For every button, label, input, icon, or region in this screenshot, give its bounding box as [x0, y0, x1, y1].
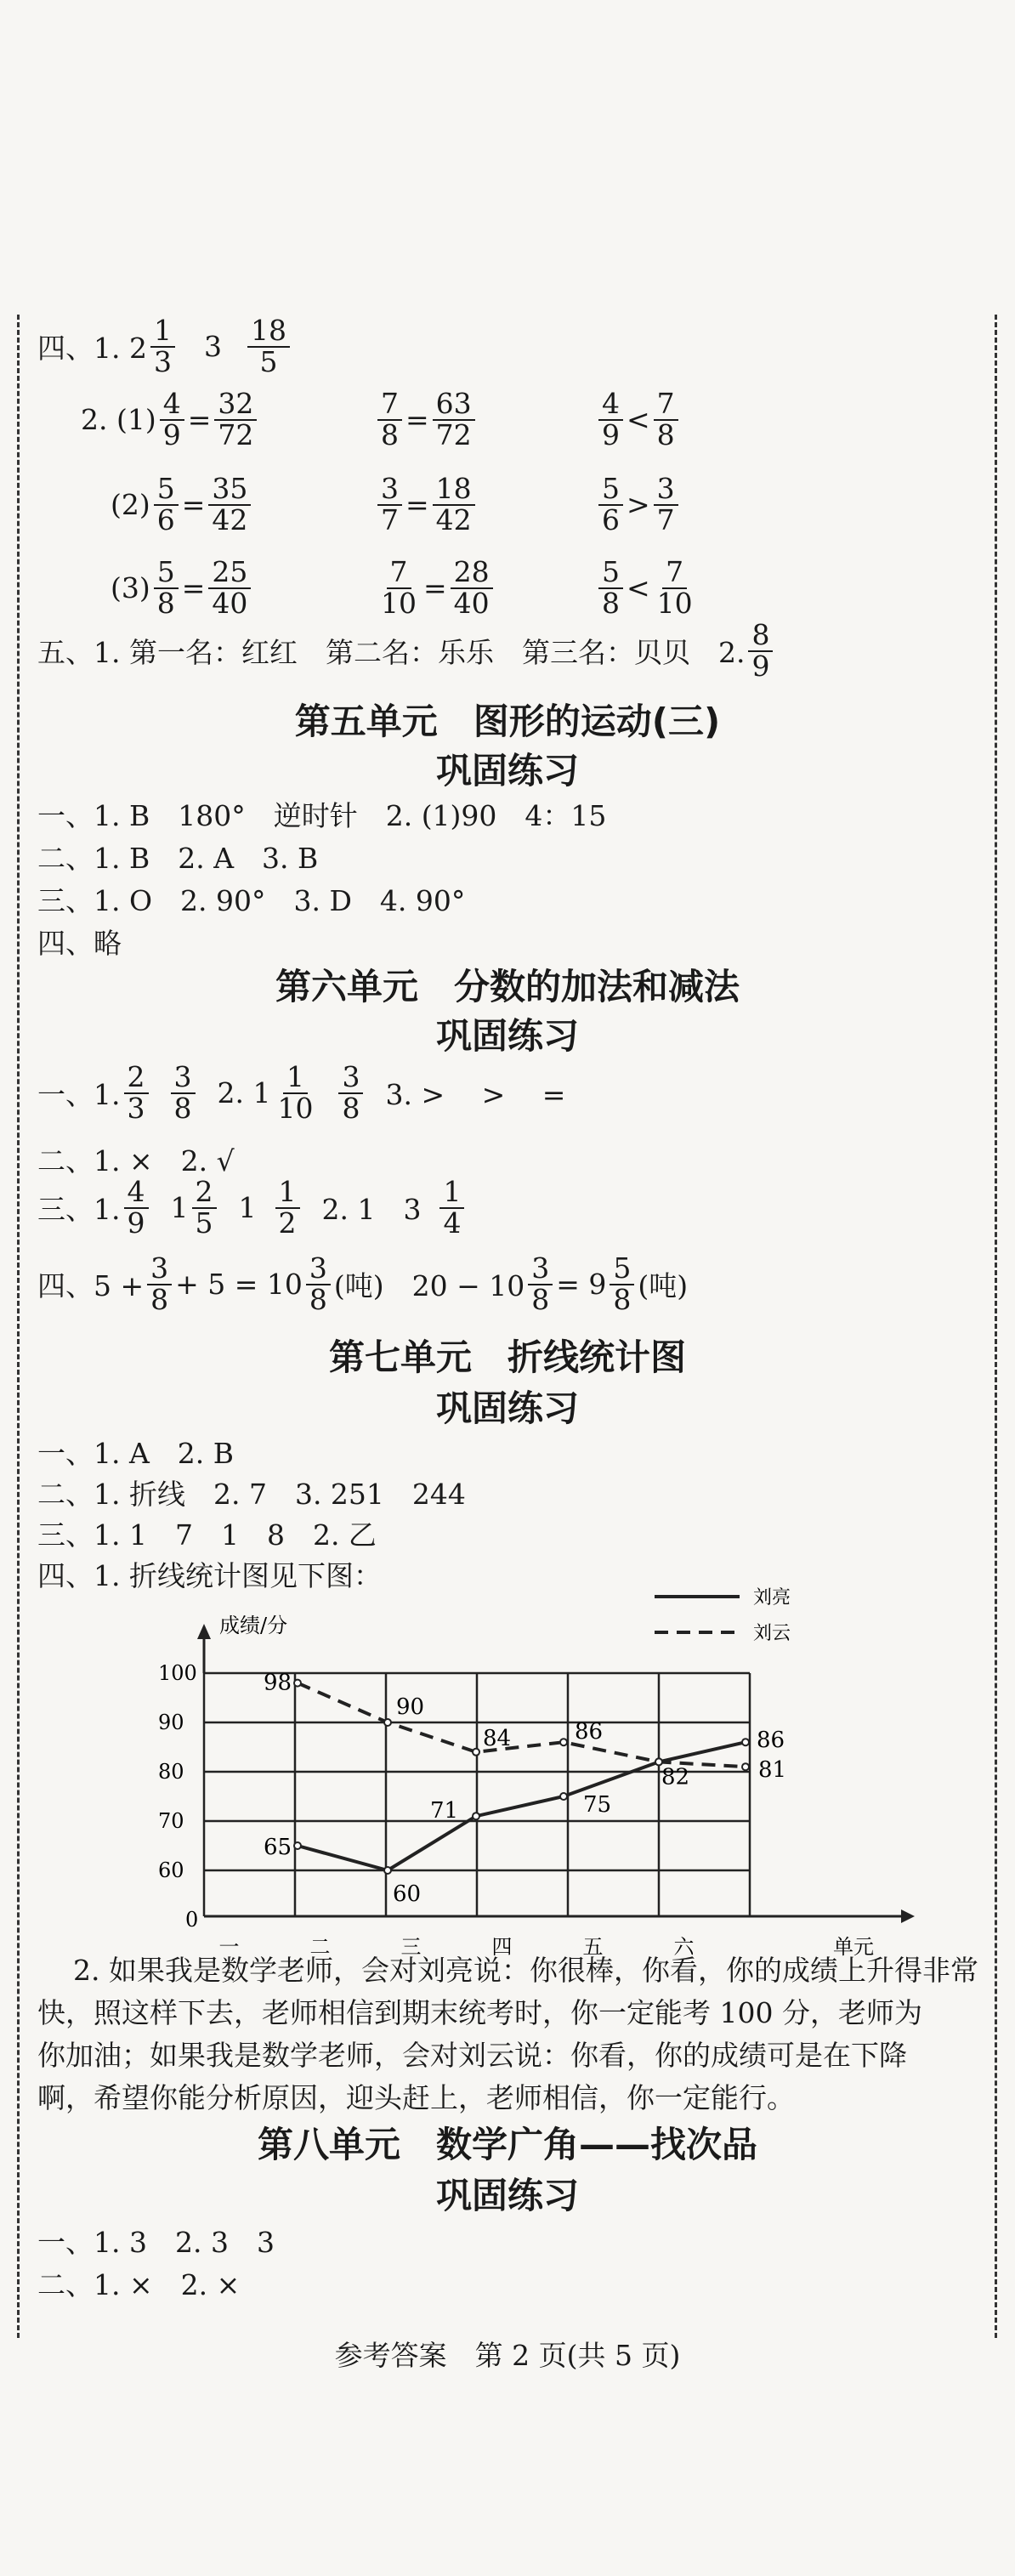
unit8-title: 第八单元 数学广角——找次品 — [257, 2124, 757, 2165]
fraction: $\frac{1}{3}$ — [150, 316, 175, 377]
data-label: 71 — [430, 1798, 459, 1824]
fraction: $\frac{18}{42}$ — [433, 474, 475, 535]
fraction: $\frac{1}{2}$ — [275, 1177, 300, 1238]
unit7-para-line: 快，照这样下去，老师相信到期末统考时，你一定能考 100 分，老师为 — [37, 1996, 922, 2029]
x-tick-label: 六 — [673, 1935, 695, 1959]
data-label: 84 — [483, 1725, 512, 1751]
y-axis-arrow — [197, 1624, 211, 1639]
data-point — [294, 1680, 301, 1687]
col-b: $\frac{3}{7}$ = $\frac{18}{42}$ — [374, 474, 479, 535]
y-tick-label: 90 — [158, 1711, 184, 1734]
series-line — [298, 1683, 746, 1767]
legend-label: 刘亮 — [753, 1587, 791, 1609]
sec4-line1: 四、1. 2 $\frac{1}{3}$ 3 $\frac{18}{5}$ — [37, 316, 293, 377]
fraction: $\frac{7}{10}$ — [656, 555, 693, 620]
fraction: $\frac{7}{8}$ — [377, 389, 402, 450]
unit6-subtitle: 巩固练习 — [435, 1015, 579, 1057]
fraction: $\frac{2}{3}$ — [124, 1063, 149, 1123]
y-tick-label: 60 — [158, 1858, 184, 1882]
data-point — [473, 1749, 479, 1756]
unit7-subtitle: 巩固练习 — [435, 1387, 579, 1429]
data-label: 90 — [396, 1694, 425, 1720]
fraction: $\frac{18}{5}$ — [247, 316, 290, 377]
unit7-title: 第七单元 折线统计图 — [328, 1336, 686, 1378]
sec5-line: 五、1. 第一名：红红 第二名：乐乐 第三名：贝贝 2. $\frac{8}{9}$ — [37, 621, 776, 681]
unit8-subtitle: 巩固练习 — [435, 2175, 579, 2216]
fraction: $\frac{3}{8}$ — [338, 1063, 363, 1123]
col-a: (3) $\frac{5}{8}$ = $\frac{25}{40}$ — [111, 558, 254, 618]
line-chart — [0, 1580, 1015, 1959]
fraction: $\frac{1}{10}$ — [277, 1060, 314, 1125]
fraction: $\frac{3}{7}$ — [654, 474, 678, 535]
fraction: $\frac{7}{10}$ — [381, 555, 417, 620]
data-label: 86 — [757, 1728, 785, 1754]
unit8-line: 一、1. 3 2. 3 3 — [37, 2226, 275, 2259]
right-dashed-border — [995, 315, 997, 2338]
fraction: $\frac{5}{6}$ — [598, 474, 623, 535]
data-label: 60 — [393, 1881, 422, 1907]
data-point — [560, 1739, 567, 1745]
unit6-title: 第六单元 分数的加法和减法 — [275, 966, 740, 1007]
unit6-line2: 二、1. × 2. √ — [37, 1144, 235, 1177]
col-b: $\frac{7}{8}$ = $\frac{63}{72}$ — [374, 389, 479, 450]
x-tick-label: 三 — [400, 1935, 422, 1959]
fraction: $\frac{35}{42}$ — [208, 474, 251, 535]
y-tick-label: 0 — [185, 1908, 199, 1932]
data-point — [473, 1813, 479, 1819]
data-point — [742, 1739, 749, 1745]
data-point — [384, 1867, 391, 1874]
fraction: $\frac{2}{5}$ — [192, 1177, 217, 1238]
fraction: $\frac{8}{9}$ — [748, 621, 773, 681]
fraction: $\frac{3}{8}$ — [147, 1254, 172, 1314]
fraction: $\frac{4}{9}$ — [124, 1177, 149, 1238]
data-label: 82 — [661, 1764, 690, 1790]
unit5-line: 四、略 — [37, 927, 122, 960]
x-tick-label: 四 — [491, 1935, 513, 1959]
fraction: $\frac{3}{8}$ — [528, 1254, 553, 1314]
fraction: $\frac{1}{4}$ — [439, 1177, 464, 1238]
fraction: $\frac{5}{8}$ — [598, 558, 623, 618]
unit6-line1: 一、1. $\frac{2}{3}$ $\frac{3}{8}$ 2. 1 $\frac{1}{10}$ $\frac{3}{8}$ 3. > > = — [37, 1060, 566, 1125]
unit7-line: 三、1. 1 7 1 8 2. 乙 — [37, 1518, 377, 1552]
fraction: $\frac{5}{8}$ — [610, 1254, 634, 1314]
col-c: $\frac{5}{8}$ < $\frac{7}{10}$ — [595, 558, 700, 618]
fraction: $\frac{3}{7}$ — [377, 474, 402, 535]
x-tick-label: 一 — [218, 1935, 240, 1959]
data-label: 81 — [758, 1757, 787, 1784]
fraction: $\frac{4}{9}$ — [598, 389, 623, 450]
col-b: $\frac{7}{10}$ = $\frac{28}{40}$ — [374, 558, 496, 618]
data-label: 86 — [575, 1719, 604, 1745]
col-a: 2. (1) $\frac{4}{9}$ = $\frac{32}{72}$ — [81, 389, 260, 450]
fraction: $\frac{28}{40}$ — [451, 558, 493, 618]
fraction: $\frac{32}{72}$ — [214, 389, 257, 450]
y-tick-label: 80 — [158, 1760, 184, 1784]
unit5-line: 一、1. B 180° 逆时针 2. (1)90 4：15 — [37, 799, 607, 832]
x-tick-label: 五 — [582, 1935, 604, 1959]
data-label: 75 — [583, 1792, 612, 1818]
fraction: $\frac{3}{8}$ — [306, 1254, 331, 1314]
unit7-line: 四、1. 折线统计图见下图： — [37, 1559, 382, 1592]
data-point — [384, 1719, 391, 1726]
unit7-para-line: 你加油；如果我是数学老师，会对刘云说：你看，你的成绩可是在下降 — [37, 2039, 907, 2072]
fraction: $\frac{25}{40}$ — [208, 558, 251, 618]
fraction: $\frac{5}{6}$ — [154, 474, 179, 535]
x-tick-label: 二 — [309, 1935, 331, 1959]
unit6-line3: 三、1. $\frac{4}{9}$ 1 $\frac{2}{5}$ 1 $\frac{1}{2}$ 2. 1 3 $\frac{1}{4}$ — [37, 1177, 468, 1238]
unit7-para-line: 2. 如果我是数学老师，会对刘亮说：你很棒，你看，你的成绩上升得非常 — [73, 1954, 978, 1987]
unit6-line4: 四、5 + $\frac{3}{8}$ + 5 = 10 $\frac{3}{8}$ (吨) 20 − 10 $\frac{3}{8}$ = 9 $\frac{5}{8}$ (吨) — [37, 1251, 689, 1316]
x-axis-label: 单元 — [833, 1935, 874, 1959]
fraction: $\frac{5}{8}$ — [154, 558, 179, 618]
y-axis-label: 成绩/分 — [219, 1614, 288, 1637]
unit8-line: 二、1. × 2. × — [37, 2268, 241, 2301]
fraction: $\frac{4}{9}$ — [160, 389, 184, 450]
fraction: $\frac{63}{72}$ — [433, 389, 475, 450]
col-c: $\frac{5}{6}$ > $\frac{3}{7}$ — [595, 474, 682, 535]
unit7-line: 二、1. 折线 2. 7 3. 251 244 — [37, 1478, 466, 1511]
fraction: $\frac{3}{8}$ — [171, 1063, 196, 1123]
unit7-para-line: 啊，希望你能分析原因，迎头赶上，老师相信，你一定能行。 — [37, 2081, 795, 2114]
fraction: $\frac{7}{8}$ — [654, 389, 678, 450]
unit5-title: 第五单元 图形的运动(三) — [294, 701, 721, 742]
data-label: 65 — [264, 1835, 292, 1860]
y-tick-label: 100 — [158, 1661, 197, 1685]
data-point — [560, 1793, 567, 1800]
unit5-line: 三、1. O 2. 90° 3. D 4. 90° — [37, 884, 466, 917]
unit7-line: 一、1. A 2. B — [37, 1437, 235, 1470]
data-point — [294, 1842, 301, 1849]
page-footer: 参考答案 第 2 页(共 5 页) — [334, 2339, 681, 2372]
left-dashed-border — [17, 315, 20, 2338]
data-point — [742, 1763, 749, 1770]
legend-label: 刘云 — [753, 1623, 791, 1644]
x-axis-arrow — [901, 1909, 915, 1923]
y-tick-label: 70 — [158, 1809, 184, 1833]
unit5-subtitle: 巩固练习 — [435, 750, 579, 792]
unit5-line: 二、1. B 2. A 3. B — [37, 842, 319, 875]
col-c: $\frac{4}{9}$ < $\frac{7}{8}$ — [595, 389, 682, 450]
col-a: (2) $\frac{5}{6}$ = $\frac{35}{42}$ — [111, 474, 254, 535]
data-label: 98 — [264, 1670, 292, 1696]
series-line — [298, 1742, 746, 1870]
